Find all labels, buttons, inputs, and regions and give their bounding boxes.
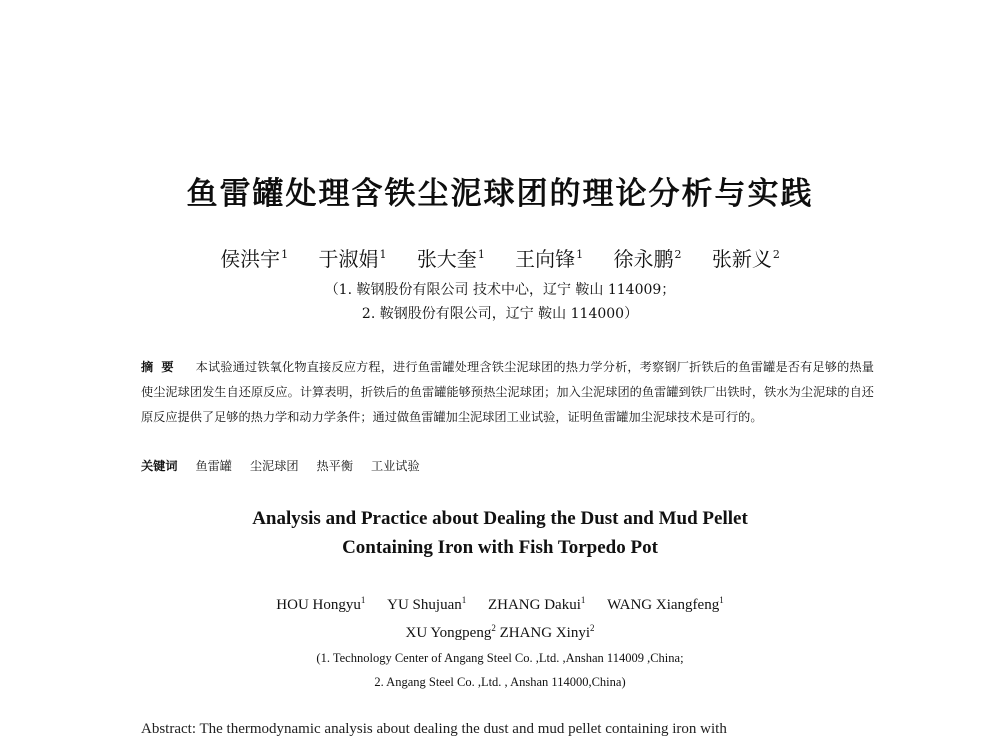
- author-en: [405, 625, 495, 641]
- english-author-list-line-2: [0, 623, 1000, 642]
- english-abstract-partial-line: Abstract: The thermodynamic analysis about dealing the dust and mud pellet containing iron with: [141, 721, 727, 737]
- author-zh: [220, 247, 288, 271]
- author-zh: [712, 247, 780, 271]
- author-en-name: ZHANG Dakui: [487, 597, 581, 613]
- author-en-name: HOU Hongyu: [276, 597, 361, 613]
- author-zh-affil-mark: 1: [477, 248, 485, 262]
- author-zh-name: 侯洪宇: [220, 247, 281, 271]
- keyword-zh: 热平衡: [316, 459, 354, 473]
- author-zh-name: 王向锋: [515, 247, 576, 271]
- chinese-keywords: [141, 457, 874, 474]
- author-en-affil-mark: 1: [461, 595, 467, 605]
- author-zh: [417, 247, 485, 271]
- author-zh: [515, 247, 583, 271]
- author-zh-affil-mark: 1: [379, 248, 387, 262]
- chinese-abstract: [141, 355, 874, 430]
- keyword-zh: 工业试验: [370, 459, 420, 473]
- author-en: [276, 597, 365, 613]
- author-en-name: ZHANG Xinyi: [499, 625, 591, 641]
- author-en-affil-mark: 2: [590, 623, 595, 633]
- abstract-zh-label: 摘要: [141, 360, 182, 374]
- english-title-line-2: Containing Iron with Fish Torpedo Pot: [342, 537, 658, 558]
- author-en: [607, 597, 724, 613]
- english-title-line-1: Analysis and Practice about Dealing the Dust and Mud Pellet: [252, 508, 748, 529]
- author-en-affil-mark: 1: [360, 595, 366, 605]
- author-zh-name: 于淑娟: [318, 247, 379, 271]
- keywords-zh-label: 关键词: [141, 459, 178, 473]
- chinese-affiliation-2: 2. 鞍钢股份有限公司，辽宁 鞍山 114000）: [361, 306, 639, 322]
- author-en: [387, 597, 466, 613]
- author-en-affil-mark: 2: [491, 623, 496, 633]
- keyword-zh: 尘泥球团: [249, 459, 299, 473]
- author-zh-affil-mark: 2: [772, 248, 780, 262]
- author-zh-name: 张新义: [711, 247, 772, 271]
- chinese-title: 鱼雷罐处理含铁尘泥球团的理论分析与实践: [186, 176, 814, 212]
- author-zh-affil-mark: 1: [281, 248, 289, 262]
- english-affiliation-2: 2. Angang Steel Co. ,Ltd. , Anshan 114000,China): [374, 675, 626, 689]
- author-zh: [614, 247, 682, 271]
- chinese-author-list: [0, 243, 1000, 272]
- author-zh-affil-mark: 1: [576, 248, 584, 262]
- author-en-affil-mark: 1: [580, 595, 586, 605]
- author-en-name: YU Shujuan: [387, 597, 462, 613]
- author-zh-affil-mark: 2: [674, 248, 682, 262]
- author-en-name: WANG Xiangfeng: [607, 597, 720, 613]
- author-en: [500, 625, 595, 641]
- author-zh-name: 徐永鹏: [613, 247, 674, 271]
- author-en: [488, 597, 585, 613]
- keyword-zh: 鱼雷罐: [195, 459, 232, 473]
- author-zh-name: 张大奎: [416, 247, 477, 271]
- english-affiliation-1: (1. Technology Center of Angang Steel Co. ,Ltd. ,Anshan 114009 ,China;: [316, 651, 684, 665]
- abstract-zh-text: 本试验通过铁氧化物直接反应方程，进行鱼雷罐处理含铁尘泥球团的热力学分析，考察钢厂折铁后的鱼雷罐是否有足够的热量使尘泥球团发生自还原反应。计算表明，折铁后的鱼雷罐能够预热尘泥球团；加入尘泥球团的鱼雷罐到铁厂出铁时，铁水为尘泥球的自还原反应提供了足够的热力学和动力学条件；通过做鱼雷罐加尘泥球团工业试验，证明鱼雷罐加尘泥球技术是可行的。: [141, 360, 874, 424]
- author-en-affil-mark: 1: [719, 595, 724, 605]
- chinese-affiliation-1: （1. 鞍钢股份有限公司 技术中心，辽宁 鞍山 114009；: [324, 282, 676, 298]
- author-zh: [318, 247, 386, 271]
- english-author-list-line-1: [0, 595, 1000, 614]
- author-en-name: XU Yongpeng: [405, 625, 492, 641]
